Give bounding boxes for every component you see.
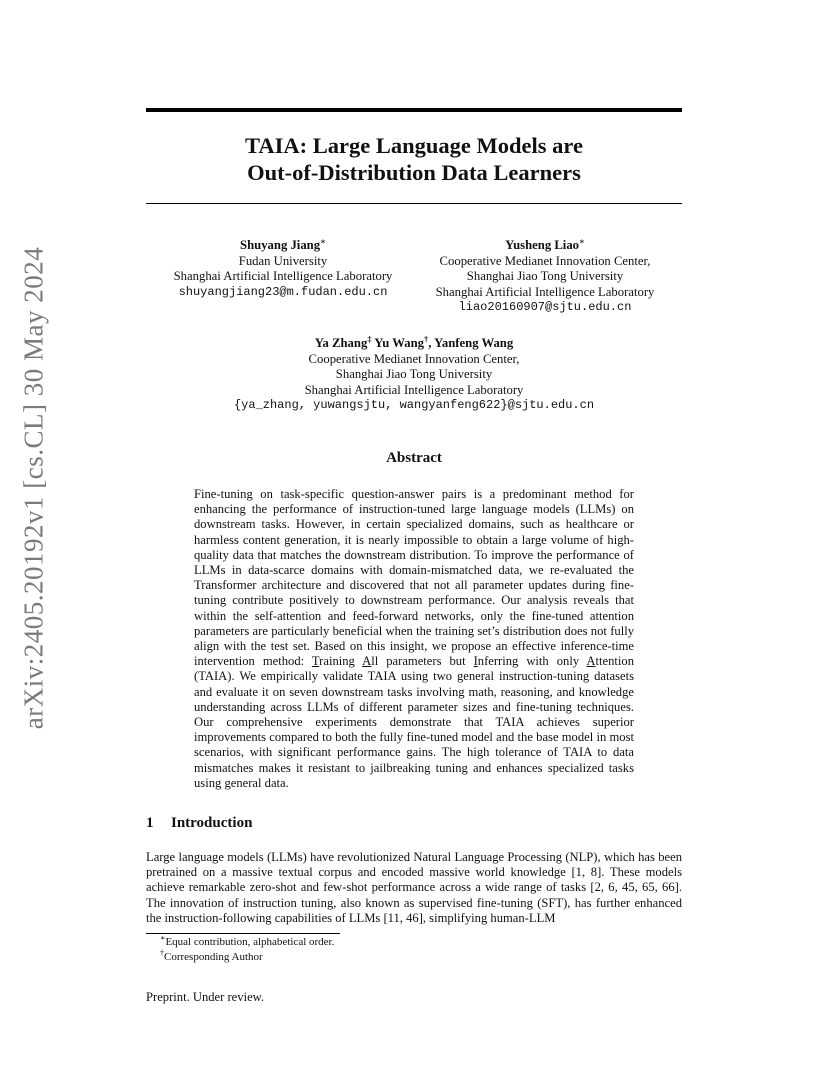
author-block-liao (420, 235, 670, 316)
section-title: Introduction (171, 815, 253, 831)
author-mark: ∗ (579, 235, 585, 246)
author-affiliation: Shanghai Artificial Intelligence Laboratory (173, 269, 393, 283)
acronym-letter: A (586, 654, 596, 669)
author-mark: † (424, 333, 429, 344)
introduction-paragraph: Large language models (LLMs) have revolutionized Natural Language Processing (NLP), which has been pretrained on a massive textual corpus and encoded massive world knowledge [1, 8]. These models achieve remarkable zero-shot and few-shot performance across a wide range of tasks [2, 6, 45, 65, 66]. The innovation of instruction tuning, also known as supervised fine-tuning (SFT), has further enhanced the instruction-following capabilities of LLMs [11, 46], simplifying human-LLM (146, 850, 682, 925)
preprint-notice: Preprint. Under review. (146, 990, 265, 1004)
author-affiliation: Shanghai Artificial Intelligence Laboratory (304, 382, 524, 397)
footnotes (160, 935, 334, 965)
author-email: shuyangjiang23@m.fudan.edu.cn (178, 284, 388, 299)
acronym-letter: I (473, 654, 478, 669)
section-number: 1 (146, 815, 154, 831)
author-affiliation: Shanghai Artificial Intelligence Laboratory (435, 284, 655, 299)
title-bottom-rule (146, 203, 682, 204)
footnote-corresponding-author: †Corresponding Author (160, 948, 263, 963)
arxiv-identifier-text: arXiv:2405.20192v1 [cs.CL] 30 May 2024 (18, 246, 49, 730)
author-mark: ‡ (367, 333, 372, 344)
author-name: Yusheng Liao∗ (505, 235, 585, 252)
author-names: Ya Zhang‡ Yu Wang†, Yanfeng Wang (314, 333, 514, 350)
author-mark: ∗ (320, 235, 326, 246)
abstract-text: Fine-tuning on task-specific question-answer pairs is a predominant method for enhancing the performance of instruction-tuned large language models (LLMs) on downstream tasks. However, in certain specialized domains, such as healthcare or harmless content generation, it is nearly impossible to obtain a large volume of high-quality data that matches the downstream distribution. To improve the performance of LLMs in data-scarce domains with domain-mismatched data, we re-evaluated the Transformer architecture and discovered that not all parameter updates during fine-tuning contribute positively to downstream performance. Our analysis reveals that within the self-attention and feed-forward networks, only the fine-tuned attention parameters are particularly beneficial when the training set’s distribution does not fully align with the test set. Based on this insight, we propose an effective inference-time intervention method: Training All parameters but Inferring with only Attention (TAIA). We empirically validate TAIA using two general instruction-tuning datasets and evaluate it on seven downstream tasks involving math, reasoning, and knowledge understanding across LLMs of different parameter sizes and fine-tuning techniques. Our comprehensive experiments demonstrate that TAIA achieves superior improvements compared to both the fully fine-tuned model and the base model in most scenarios, with significant performance gains. The high tolerance of TAIA to data mismatches makes it resistant to jailbreaking tuning and enhances specialized tasks using general data. (194, 487, 635, 790)
title-line-1: TAIA: Large Language Models are (245, 133, 583, 158)
acronym-letter: T (311, 654, 320, 669)
author-block-zhang-wang-wang (200, 333, 628, 414)
author-affiliation: Cooperative Medianet Innovation Center, (308, 351, 520, 366)
author-affiliation: Shanghai Jiao Tong University (335, 367, 493, 381)
paper-title (146, 132, 682, 186)
title-top-rule (146, 108, 682, 112)
footnote-rule (146, 933, 340, 934)
author-block-jiang (160, 235, 406, 300)
author-email: liao20160907@sjtu.edu.cn (458, 300, 632, 314)
footnote-equal-contribution: ∗Equal contribution, alphabetical order. (160, 933, 335, 948)
title-line-2: Out-of-Distribution Data Learners (247, 160, 581, 185)
author-affiliation: Shanghai Jiao Tong University (466, 269, 624, 283)
acronym-letter: A (362, 654, 372, 669)
abstract-heading: Abstract (386, 450, 442, 466)
author-affiliation: Cooperative Medianet Innovation Center, (439, 253, 651, 268)
author-affiliation: Fudan University (238, 253, 328, 268)
author-email: {ya_zhang, yuwangsjtu, wangyanfeng622}@sjtu.edu.cn (233, 398, 595, 412)
section-heading-introduction (146, 815, 252, 832)
author-name: Shuyang Jiang∗ (240, 235, 326, 252)
